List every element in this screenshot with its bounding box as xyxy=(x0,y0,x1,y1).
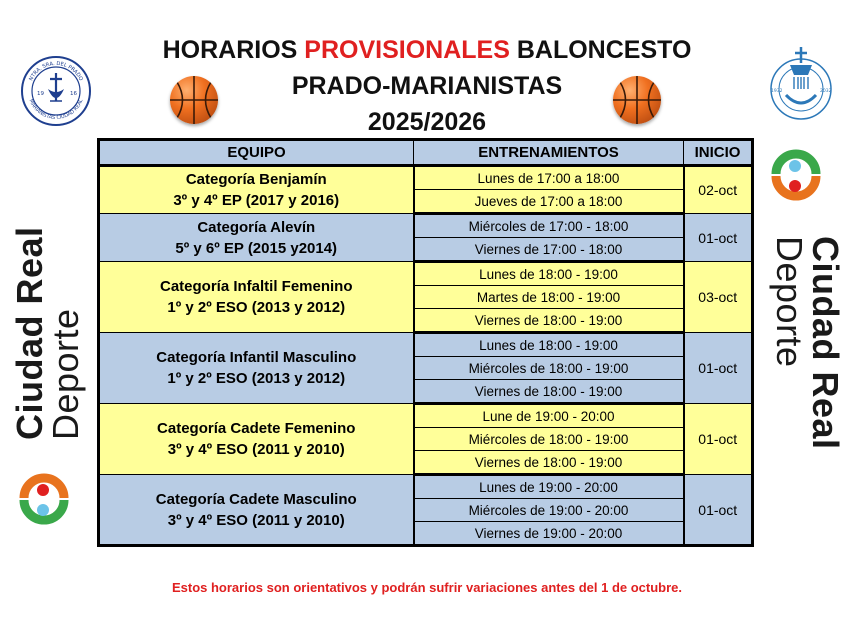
footer-note: Estos horarios son orientativos y podrán sufrir variaciones antes del 1 de octubre. xyxy=(171,580,683,595)
training-session: Martes de 18:00 - 19:00 xyxy=(414,286,684,309)
table-header-row xyxy=(99,140,753,166)
training-session: Lunes de 19:00 - 20:00 xyxy=(414,475,684,499)
team-category: Categoría Alevín xyxy=(197,218,316,236)
training-session: Miércoles de 19:00 - 20:00 xyxy=(414,499,684,522)
training-session: Miércoles de 18:00 - 19:00 xyxy=(414,357,684,380)
team-cell xyxy=(99,475,414,546)
team-category: Categoría Cadete Masculino xyxy=(155,490,357,508)
training-session: Viernes de 19:00 - 20:00 xyxy=(414,522,684,546)
team-grades: 3º y 4º ESO (2011 y 2010) xyxy=(167,441,345,458)
team-grades: 1º y 2º ESO (2013 y 2012) xyxy=(167,299,346,316)
team-grades: 3º y 4º ESO (2011 y 2010) xyxy=(167,511,345,529)
team-category: Categoría Infantil Masculino xyxy=(156,349,357,366)
team-category: Categoría Infaltil Femenino xyxy=(159,278,353,295)
start-date: 02-oct xyxy=(684,166,753,214)
team-cell xyxy=(99,262,414,333)
training-session: Jueves de 17:00 a 18:00 xyxy=(414,190,684,214)
training-session: Miércoles de 18:00 - 19:00 xyxy=(414,428,684,451)
start-date: 03-oct xyxy=(684,262,753,333)
team-cell xyxy=(99,214,414,262)
schedule-body xyxy=(99,166,753,546)
team-grades: 5º y 6º EP (2015 y2014) xyxy=(175,239,338,257)
title-highlight: PROVISIONALES xyxy=(304,36,510,64)
team-cell xyxy=(99,333,414,404)
school-anniversary-seal-logo xyxy=(762,45,840,123)
svg-text:NTRA. SRA. DEL PRADO: NTRA. SRA. DEL PRADO xyxy=(28,60,84,82)
training-session: Viernes de 18:00 - 19:00 xyxy=(414,309,684,333)
table-row xyxy=(99,475,753,499)
header-start: INICIO xyxy=(684,140,753,166)
title-line-2: PRADO-MARIANISTAS xyxy=(291,72,563,100)
team-cell xyxy=(99,166,414,214)
training-session: Viernes de 18:00 - 19:00 xyxy=(414,451,684,475)
table-row xyxy=(99,166,753,190)
start-date: 01-oct xyxy=(684,404,753,475)
basketball-icon xyxy=(613,76,661,124)
svg-text:1932: 1932 xyxy=(771,89,783,94)
title-line-3: 2025/2026 xyxy=(367,108,487,136)
table-row xyxy=(99,262,753,286)
header-training: ENTRENAMIENTOS xyxy=(414,140,684,166)
training-session: Lunes de 17:00 a 18:00 xyxy=(414,166,684,190)
start-date: 01-oct xyxy=(684,214,753,262)
team-grades: 3º y 4º EP (2017 y 2016) xyxy=(173,192,340,209)
ciudad-real-deporte-logo xyxy=(766,146,824,204)
training-session: Viernes de 17:00 - 18:00 xyxy=(414,238,684,262)
svg-text:MARIANISTAS CIUDAD REAL: MARIANISTAS CIUDAD REAL xyxy=(27,98,85,122)
table-row xyxy=(99,333,753,357)
training-session: Lunes de 18:00 - 19:00 xyxy=(414,333,684,357)
ciudad-real-deporte-logo xyxy=(14,470,72,528)
training-session: Miércoles de 17:00 - 18:00 xyxy=(414,214,684,238)
ciudad-real-deporte-wordmark-right: Ciudad Real Deporte xyxy=(769,236,846,450)
table-row xyxy=(99,214,753,238)
schedule-table xyxy=(97,138,754,547)
school-seal-logo xyxy=(20,55,92,127)
svg-text:19: 19 xyxy=(37,91,44,97)
training-session: Lune de 19:00 - 20:00 xyxy=(414,404,684,428)
table-row xyxy=(99,404,753,428)
header-team: EQUIPO xyxy=(99,140,414,166)
svg-text:2032: 2032 xyxy=(820,89,832,94)
svg-text:16: 16 xyxy=(70,91,77,97)
team-grades: 1º y 2º ESO (2013 y 2012) xyxy=(167,370,346,387)
start-date: 01-oct xyxy=(684,475,753,546)
title-line-1: HORARIOS PROVISIONALES BALONCESTO xyxy=(162,36,692,64)
training-session: Lunes de 18:00 - 19:00 xyxy=(414,262,684,286)
team-category: Categoría Cadete Femenino xyxy=(157,420,356,437)
team-cell xyxy=(99,404,414,475)
ciudad-real-deporte-wordmark-left: Ciudad Real Deporte xyxy=(9,226,86,440)
basketball-icon xyxy=(170,76,218,124)
team-category: Categoría Benjamín xyxy=(185,171,327,188)
start-date: 01-oct xyxy=(684,333,753,404)
training-session: Viernes de 18:00 - 19:00 xyxy=(414,380,684,404)
